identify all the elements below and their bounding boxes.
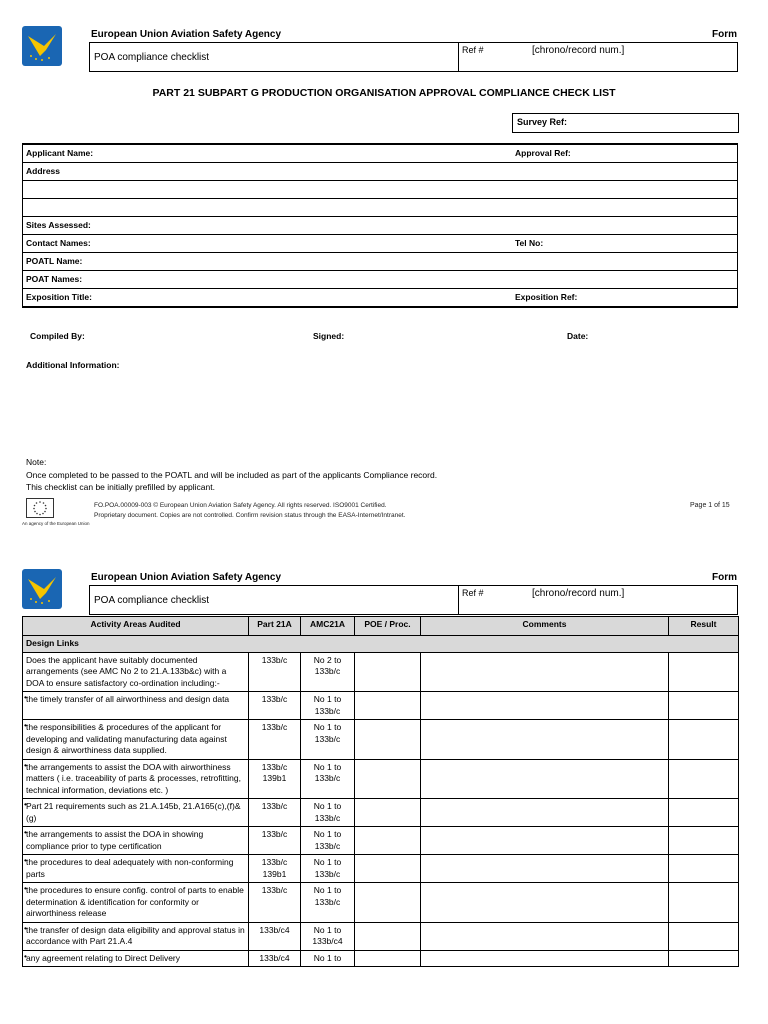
- part21a-cell: 133b/c: [249, 799, 301, 827]
- poe-proc-cell[interactable]: [355, 692, 421, 720]
- part21a-cell: 133b/c4: [249, 922, 301, 950]
- table-row: [23, 692, 739, 720]
- agency-name: European Union Aviation Safety Agency: [91, 29, 282, 40]
- part21a-cell: 133b/c 139b1: [249, 759, 301, 799]
- note-line-1: Once completed to be passed to the POATL and will be included as part of the applicants Compliance record.: [26, 470, 438, 480]
- date-label: Date:: [567, 331, 589, 341]
- poat-names-label: POAT Names:: [26, 274, 83, 284]
- eu-flag-icon: [26, 498, 54, 518]
- amc21a-cell: No 1 to 133b/c: [301, 883, 355, 923]
- table-row: [23, 855, 739, 883]
- ref-value-page2: [chrono/record num.]: [532, 588, 625, 599]
- footer-agency: An agency of the European Union: [22, 521, 90, 526]
- result-cell[interactable]: [669, 799, 739, 827]
- sites-assessed-label: Sites Assessed:: [26, 220, 91, 230]
- part21a-cell: 133b/c: [249, 692, 301, 720]
- compliance-table: [22, 616, 739, 967]
- checklist-header-box: [89, 42, 738, 72]
- note-title: Note:: [26, 457, 47, 467]
- survey-ref-field[interactable]: [512, 113, 739, 133]
- comments-cell[interactable]: [421, 827, 669, 855]
- ref-value: [chrono/record num.]: [532, 45, 625, 56]
- amc21a-cell: No 1 to 133b/c: [301, 855, 355, 883]
- section-design-links: Design Links: [23, 636, 739, 653]
- result-cell[interactable]: [669, 855, 739, 883]
- table-row: [23, 759, 739, 799]
- amc21a-cell: No 1 to 133b/c: [301, 759, 355, 799]
- easa-logo-page2: [22, 569, 62, 609]
- amc21a-cell: No 1 to 133b/c: [301, 827, 355, 855]
- col-part21a: Part 21A: [249, 617, 301, 636]
- poe-proc-cell[interactable]: [355, 883, 421, 923]
- activity-cell: • the procedures to ensure config. control of parts to enable determination & identification for conformity or airworthiness release: [23, 883, 249, 923]
- result-cell[interactable]: [669, 720, 739, 760]
- comments-cell[interactable]: [421, 922, 669, 950]
- sites-row[interactable]: [23, 217, 737, 235]
- poatl-name-label: POATL Name:: [26, 256, 83, 266]
- table-row: [23, 883, 739, 923]
- footer-line-1: FO.POA.00009-003 © European Union Aviation Safety Agency. All rights reserved. ISO9001 Certified.: [94, 502, 387, 509]
- activity-cell: • the transfer of design data eligibility and approval status in accordance with Part 21.A.4: [23, 922, 249, 950]
- checklist-title: POA compliance checklist: [94, 52, 210, 63]
- tel-no-label: Tel No:: [515, 238, 544, 248]
- result-cell[interactable]: [669, 759, 739, 799]
- additional-info-label: Additional Information:: [26, 360, 120, 370]
- result-cell[interactable]: [669, 922, 739, 950]
- comments-cell[interactable]: [421, 950, 669, 967]
- poe-proc-cell[interactable]: [355, 827, 421, 855]
- table-row: [23, 950, 739, 967]
- exposition-ref-label: Exposition Ref:: [515, 292, 578, 302]
- contact-names-label: Contact Names:: [26, 238, 91, 248]
- activity-cell: • the procedures to deal adequately with non-conforming parts: [23, 855, 249, 883]
- checklist-title-page2: POA compliance checklist: [94, 595, 210, 606]
- poe-proc-cell[interactable]: [355, 720, 421, 760]
- comments-cell[interactable]: [421, 720, 669, 760]
- col-activity: Activity Areas Audited: [23, 617, 249, 636]
- poe-proc-cell[interactable]: [355, 855, 421, 883]
- agency-name-page2: European Union Aviation Safety Agency: [91, 572, 282, 583]
- table-row: [23, 827, 739, 855]
- poat-row[interactable]: [23, 271, 737, 289]
- part21a-cell: 133b/c 139b1: [249, 855, 301, 883]
- table-row: [23, 652, 739, 692]
- applicant-details-table: [22, 143, 738, 308]
- note-line-2: This checklist can be initially prefilled by applicant.: [26, 482, 215, 492]
- comments-cell[interactable]: [421, 759, 669, 799]
- result-cell[interactable]: [669, 883, 739, 923]
- ref-label-page2: Ref #: [462, 588, 484, 598]
- col-comments: Comments: [421, 617, 669, 636]
- poe-proc-cell[interactable]: [355, 759, 421, 799]
- section-row: [23, 636, 739, 653]
- activity-cell: • the arrangements to assist the DOA with airworthiness matters ( i.e. traceability of parts & processes, retrofitting, technical information, deviations etc. ): [23, 759, 249, 799]
- address-label: Address: [26, 166, 61, 176]
- part21a-cell: 133b/c: [249, 720, 301, 760]
- col-result: Result: [669, 617, 739, 636]
- form-label-page2: Form: [712, 572, 737, 583]
- result-cell[interactable]: [669, 652, 739, 692]
- part21a-cell: 133b/c: [249, 883, 301, 923]
- result-cell[interactable]: [669, 692, 739, 720]
- page-number: Page 1 of 15: [690, 502, 730, 509]
- approval-ref-label: Approval Ref:: [515, 148, 571, 158]
- part21a-cell: 133b/c: [249, 652, 301, 692]
- amc21a-cell: No 1 to 133b/c: [301, 799, 355, 827]
- poe-proc-cell[interactable]: [355, 799, 421, 827]
- address-row[interactable]: [23, 163, 737, 181]
- activity-cell: • the arrangements to assist the DOA in showing compliance prior to type certification: [23, 827, 249, 855]
- poe-proc-cell[interactable]: [355, 950, 421, 967]
- contact-row[interactable]: [23, 235, 737, 253]
- poe-proc-cell[interactable]: [355, 922, 421, 950]
- activity-cell: • Part 21 requirements such as 21.A.145b, 21.A165(c),(f)&(g): [23, 799, 249, 827]
- col-amc21a: AMC21A: [301, 617, 355, 636]
- result-cell[interactable]: [669, 950, 739, 967]
- table-row: [23, 922, 739, 950]
- address-line-2[interactable]: [23, 181, 737, 199]
- applicant-row[interactable]: [23, 145, 737, 163]
- applicant-name-label: Applicant Name:: [26, 148, 94, 158]
- part21a-cell: 133b/c: [249, 827, 301, 855]
- easa-logo: [22, 26, 62, 66]
- activity-cell: • any agreement relating to Direct Delivery: [23, 950, 249, 967]
- comments-cell[interactable]: [421, 652, 669, 692]
- part21a-cell: 133b/c4: [249, 950, 301, 967]
- compiled-by-label: Compiled By:: [30, 331, 85, 341]
- activity-cell: • the timely transfer of all airworthiness and design data: [23, 692, 249, 720]
- form-label: Form: [712, 29, 737, 40]
- table-row: [23, 799, 739, 827]
- amc21a-cell: No 1 to 133b/c: [301, 720, 355, 760]
- comments-cell[interactable]: [421, 692, 669, 720]
- result-cell[interactable]: [669, 827, 739, 855]
- comments-cell[interactable]: [421, 883, 669, 923]
- amc21a-cell: No 1 to 133b/c: [301, 692, 355, 720]
- comments-cell[interactable]: [421, 799, 669, 827]
- activity-cell: • the responsibilities & procedures of the applicant for developing and validating manufacturing data against design & airworthiness data supplied.: [23, 720, 249, 760]
- exposition-row[interactable]: [23, 289, 737, 306]
- table-row: [23, 720, 739, 760]
- activity-cell: Does the applicant have suitably documented arrangements (see AMC No 2 to 21.A.133b&c) with a DOA to ensure satisfactory co-ordination including:-: [23, 652, 249, 692]
- checklist-header-box-page2: [89, 585, 738, 615]
- exposition-title-label: Exposition Title:: [26, 292, 92, 302]
- amc21a-cell: No 2 to 133b/c: [301, 652, 355, 692]
- ref-label: Ref #: [462, 45, 484, 55]
- amc21a-cell: No 1 to: [301, 950, 355, 967]
- poe-proc-cell[interactable]: [355, 652, 421, 692]
- comments-cell[interactable]: [421, 855, 669, 883]
- signed-label: Signed:: [313, 331, 345, 341]
- footer-line-2: Proprietary document. Copies are not controlled. Confirm revision status through the EASA-Internet/Intranet.: [94, 512, 406, 519]
- address-line-3[interactable]: [23, 199, 737, 217]
- poatl-row[interactable]: [23, 253, 737, 271]
- survey-ref-label: Survey Ref:: [517, 117, 568, 127]
- page-title: PART 21 SUBPART G PRODUCTION ORGANISATION APPROVAL COMPLIANCE CHECK LIST: [152, 87, 616, 99]
- col-poe-proc: POE / Proc.: [355, 617, 421, 636]
- amc21a-cell: No 1 to 133b/c4: [301, 922, 355, 950]
